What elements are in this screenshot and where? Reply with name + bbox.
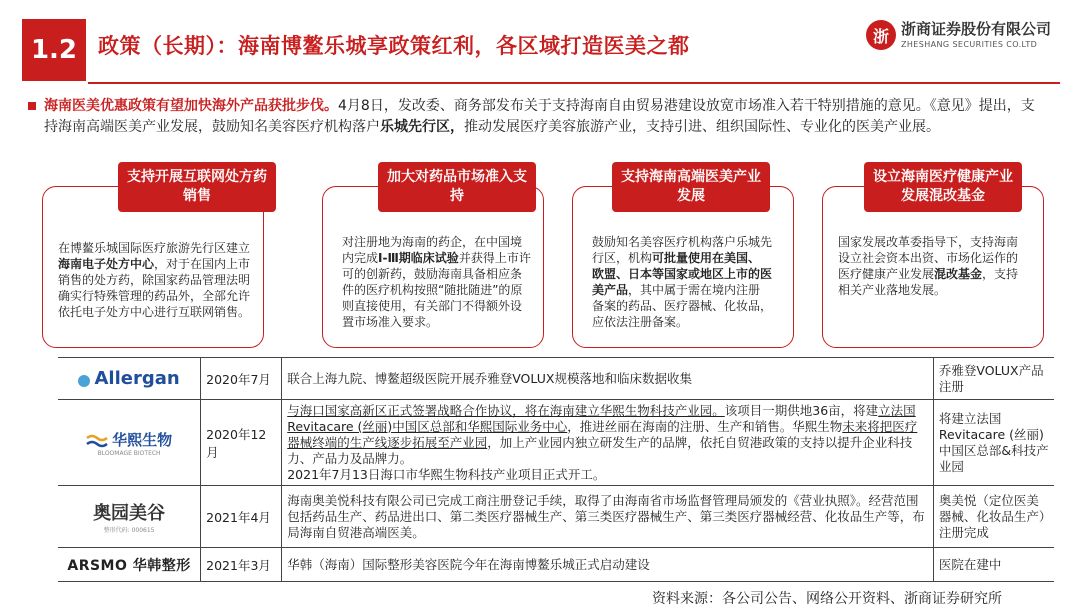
company-code: 整形代码: 000615 xyxy=(103,527,155,534)
company-name: Allergan xyxy=(94,368,180,389)
company-logo-cell xyxy=(58,358,201,400)
header xyxy=(0,0,1080,84)
intro-text-1: 4月8日，发改委、商务部发布关于支持海南自由贸易港建设放宽市场准入若干特别措施的意见。《意见》提出，支持海南高端医美产业发展，鼓励知名美容医疗机构落户 xyxy=(44,98,1035,135)
logo-name-cn: 浙商证券股份有限公司 xyxy=(901,20,1052,38)
note-cell: 将建立法国Revitacare (丝丽)中国区总部&科技产业园 xyxy=(933,400,1054,486)
description-cell: 与海口国家高新区正式签署战略合作协议，将在海南建立华熙生物科技产业园。该项目一期供地36亩，将建立法国Revitacare (丝丽)中国区总部和华熙国际业务中心，推进丝丽在海南的注册、生产和销售。华熙生物未来将把医疗器械终端的生产线逐步拓展至产业园，加上产业园内独立研发生产的品牌，依托自贸港政策的支持以提升企业科技力、产品力及品牌力。 2021年7月13日海口市华熙生物科技产业项目正式开工。 xyxy=(282,400,934,486)
company-table xyxy=(58,357,1054,582)
page-title: 政策（长期）：海南博鳌乐城享政策红利，各区域打造医美之都 xyxy=(98,34,690,58)
allergan-logo-icon xyxy=(78,375,90,387)
table-row xyxy=(58,548,1054,582)
policy-card-1-body: 在博鳌乐城国际医疗旅游先行区建立海南电子处方中心，对于在国内上市销售的处方药，除国家药品管理法明确实行特殊管理的药品外，全部允许依托电子处方中心进行互联网销售。 xyxy=(58,241,251,319)
table-row xyxy=(58,486,1054,548)
intro-paragraph xyxy=(28,96,1038,138)
table-row xyxy=(58,358,1054,400)
policy-card-2-title: 加大对药品市场准入支持 xyxy=(378,162,536,212)
logo-mark-icon: 浙 xyxy=(866,20,896,50)
note-cell: 奥美悦（定位医美器械、化妆品生产）注册完成 xyxy=(933,486,1054,548)
note-cell: 医院在建中 xyxy=(933,548,1054,582)
company-logo-cell xyxy=(58,486,201,548)
bullet-square-icon xyxy=(28,102,36,110)
company-logo xyxy=(866,16,1066,60)
intro-highlight: 乐城先行区， xyxy=(380,119,464,135)
table-row xyxy=(58,400,1054,486)
logo-name-en: ZHESHANG SECURITIES CO.LTD xyxy=(901,40,1038,49)
bloomage-logo-icon xyxy=(86,434,108,448)
company-name: 华熙生物 xyxy=(112,430,173,449)
intro-lead: 海南医美优惠政策有望加快海外产品获批步伐。 xyxy=(44,98,338,114)
source-note: 资料来源：各公司公告、网络公开资料、浙商证券研究所 xyxy=(652,591,1002,607)
company-logo-cell xyxy=(58,548,201,582)
policy-card-4-body: 国家发展改革委指导下，支持海南设立社会资本出资、市场化运作的医疗健康产业发展混改基金，支持相关产业落地发展。 xyxy=(838,235,1019,297)
company-name: ARSMO 华韩整形 xyxy=(67,557,191,574)
description-cell: 华韩（海南）国际整形美容医院今年在海南博鳌乐城正式启动建设 xyxy=(282,548,934,582)
title-divider xyxy=(88,82,1060,84)
policy-card-3-title: 支持海南高端医美产业发展 xyxy=(612,162,770,212)
date-cell: 2020年7月 xyxy=(201,358,282,400)
policy-card-4-title: 设立海南医疗健康产业发展混改基金 xyxy=(864,162,1022,212)
policy-card-1-title: 支持开展互联网处方药销售 xyxy=(118,162,276,212)
date-cell: 2021年4月 xyxy=(201,486,282,548)
policy-card-2-body: 对注册地为海南的药企，在中国境内完成Ⅰ-Ⅲ期临床试验并获得上市许可的创新药，鼓励海南具备相应条件的医疗机构按照“随批随进”的原则直接使用，有关部门不得额外设置市场准入要求。 xyxy=(342,235,531,329)
date-cell: 2020年12月 xyxy=(201,400,282,486)
description-cell: 海南奥美悦科技有限公司已完成工商注册登记手续，取得了由海南省市场监督管理局颁发的《营业执照》。经营范围包括药品生产、药品进出口、第二类医疗器械生产、第三类医疗器械生产、第三类医疗器械经营、化妆品生产等，布局海南自贸港高端医美。 xyxy=(282,486,934,548)
company-logo-cell xyxy=(58,400,201,486)
company-name: 奥园美谷 xyxy=(93,503,166,524)
section-number: 1.2 xyxy=(22,19,86,81)
description-cell: 联合上海九院、博鳌超级医院开展乔雅登VOLUX规模落地和临床数据收集 xyxy=(282,358,934,400)
note-cell: 乔雅登VOLUX产品注册 xyxy=(933,358,1054,400)
date-cell: 2021年3月 xyxy=(201,548,282,582)
intro-text-2: 推动发展医疗美容旅游产业，支持引进、组织国际性、专业化的医美产业展。 xyxy=(464,119,940,135)
company-name-en: BLOOMAGE BIOTECH xyxy=(97,449,161,457)
policy-card-3-body: 鼓励知名美容医疗机构落户乐城先行区，机构可批量使用在美国、欧盟、日本等国家或地区上市的医美产品，其中属于需在境内注册备案的药品、医疗器械、化妆品，应依法注册备案。 xyxy=(592,235,773,329)
